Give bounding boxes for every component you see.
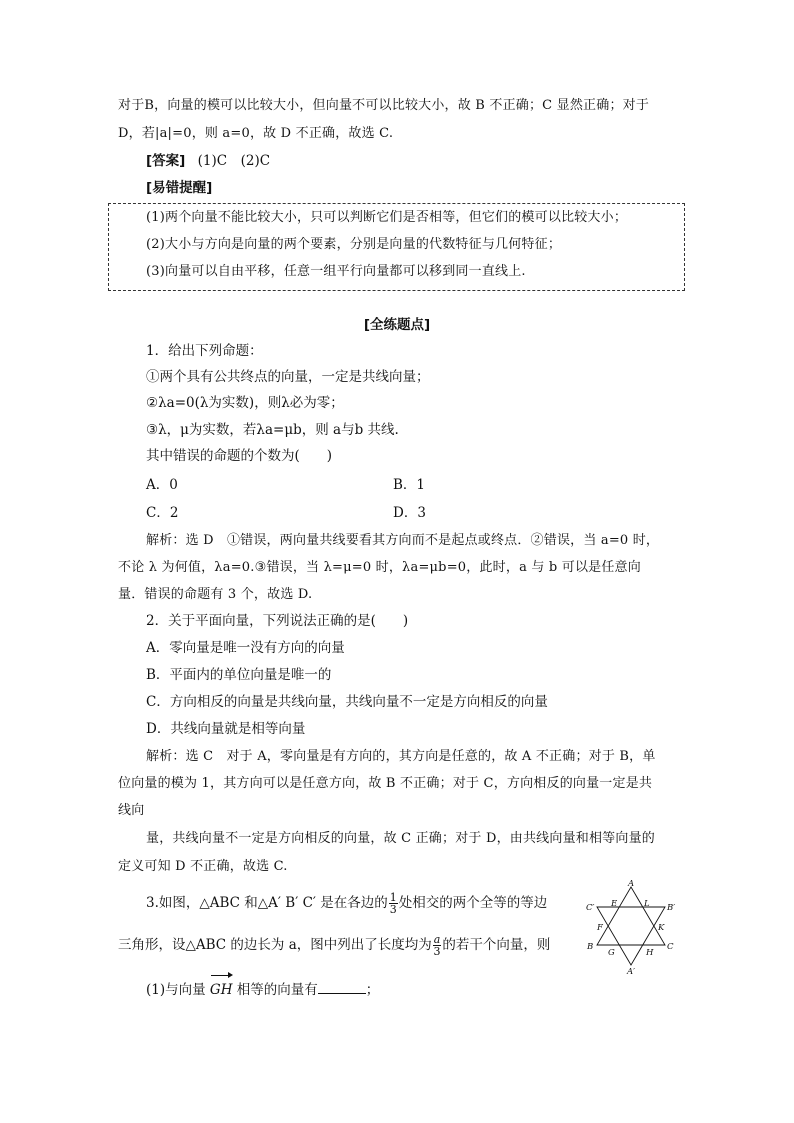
q3-line xyxy=(146,891,547,915)
label-g: G xyxy=(608,948,615,958)
answer-blank[interactable] xyxy=(318,979,366,994)
q1-solution-line: 量．错误的命题有 3 个，故选 D. xyxy=(118,587,313,602)
label-e: E xyxy=(611,899,618,909)
label-b: B xyxy=(587,942,594,952)
q3-sub1 xyxy=(146,972,379,1002)
hexagram-figure xyxy=(583,877,679,977)
label-c-prime: C′ xyxy=(586,903,595,913)
mistake-tip-item: (3)向量可以自由平移，任意一组平行向量都可以移到同一直线上. xyxy=(146,264,526,279)
section-title: [全练题点] xyxy=(363,317,431,333)
q1-ask: 其中错误的命题的个数为( ) xyxy=(146,448,333,464)
q1-option-c: C．2 xyxy=(146,505,179,521)
fraction-numerator: a xyxy=(433,933,441,946)
q1-prop: ①两个具有公共终点的向量，一定是共线向量； xyxy=(146,369,430,385)
q3-text: 的若干个向量，则 xyxy=(442,937,551,953)
q1-stem: 1．给出下列命题： xyxy=(146,343,263,359)
q1-prop: ②λa=0(λ为实数)，则λ必为零； xyxy=(146,395,344,411)
fraction-numerator: 1 xyxy=(389,891,397,904)
fraction-denominator: 3 xyxy=(433,945,441,958)
fraction-one-third xyxy=(389,892,398,915)
q2-solution-line: 定义可知 D 不正确，故选 C. xyxy=(118,859,288,874)
label-b-prime: B′ xyxy=(667,903,676,913)
mistake-tip-item: (2)大小与方向是向量的两个要素，分别是向量的代数特征与几何特征； xyxy=(146,237,562,252)
q2-option-a: A．零向量是唯一没有方向的向量 xyxy=(146,640,345,656)
fraction-denominator: 3 xyxy=(389,903,397,916)
q3-line xyxy=(118,933,550,957)
q2-solution-line: 位向量的模为 1，其方向可以是任意方向，故 B 不正确；对于 C，方向相反的向量一定是共 xyxy=(118,776,653,791)
q2-option-d: D．共线向量就是相等向量 xyxy=(146,721,306,737)
mistake-tip-item: (1)两个向量不能比较大小，只可以判断它们是否相等，但它们的模可以比较大小； xyxy=(146,210,628,225)
q2-solution-line: 线向 xyxy=(118,803,145,818)
q2-solution-line: 量，共线向量不一定是方向相反的向量，故 C 正确；对于 D，由共线向量和相等向量的 xyxy=(146,831,655,846)
q3-text: 三角形，设△ABC 的边长为 a，图中列出了长度均为 xyxy=(118,937,432,953)
q3-text: 处相交的两个全等的等边 xyxy=(398,895,548,911)
q1-option-b: B．1 xyxy=(393,477,426,493)
q2-stem: 2．关于平面向量，下列说法正确的是( ) xyxy=(146,613,409,629)
q1-option-a: A．0 xyxy=(146,477,178,493)
paragraph-line: 对于B，向量的模可以比较大小，但向量不可以比较大小，故 B 不正确；C 显然正确；对于 xyxy=(118,98,650,113)
label-h: H xyxy=(646,948,654,958)
q2-option-b: B．平面内的单位向量是唯一的 xyxy=(146,667,332,683)
q1-solution-line: 解析：选 D ①错误，两向量共线要看其方向而不是起点或终点．②错误，当 a=0 时， xyxy=(146,533,660,548)
vector-gh: GH xyxy=(210,972,233,1002)
q2-solution-line: 解析：选 C 对于 A，零向量是有方向的，其方向是任意的，故 A 不正确；对于 B，单 xyxy=(146,749,656,764)
q3-text: 3.如图，△ABC 和△A′ B′ C′ 是在各边的 xyxy=(146,895,388,911)
q3-sub1-text: 相等的向量有 xyxy=(236,982,318,998)
label-l: L xyxy=(644,899,650,909)
triangle-abc xyxy=(597,887,665,945)
answer-line xyxy=(146,151,270,171)
q3-sub1-end: ； xyxy=(365,982,380,998)
label-a-prime: A′ xyxy=(627,967,636,977)
q1-prop: ③λ，μ为实数，若λa=μb，则 a与b 共线. xyxy=(146,422,399,438)
label-c: C xyxy=(667,942,674,952)
q1-option-d: D．3 xyxy=(393,505,426,521)
q2-option-c: C．方向相反的向量是共线向量，共线向量不一定是方向相反的向量 xyxy=(146,694,548,710)
q1-solution-line: 不论 λ 为何值，λa=0.③错误，当 λ=μ=0 时，λa=μb=0，此时，a 与 b 可以是任意向 xyxy=(118,560,641,575)
answer-text: (1)C (2)C xyxy=(197,153,271,169)
label-k: K xyxy=(658,923,665,933)
label-f: F xyxy=(597,923,603,933)
label-a: A xyxy=(628,879,635,889)
paragraph-line: D，若|a|=0，则 a=0，故 D 不正确，故选 C. xyxy=(118,126,394,141)
fraction-a-third xyxy=(433,934,442,957)
mistake-tip-heading: [易错提醒] xyxy=(146,180,213,196)
answer-label: [答案] xyxy=(146,153,186,169)
q3-sub1-label: (1)与向量 xyxy=(146,982,206,998)
